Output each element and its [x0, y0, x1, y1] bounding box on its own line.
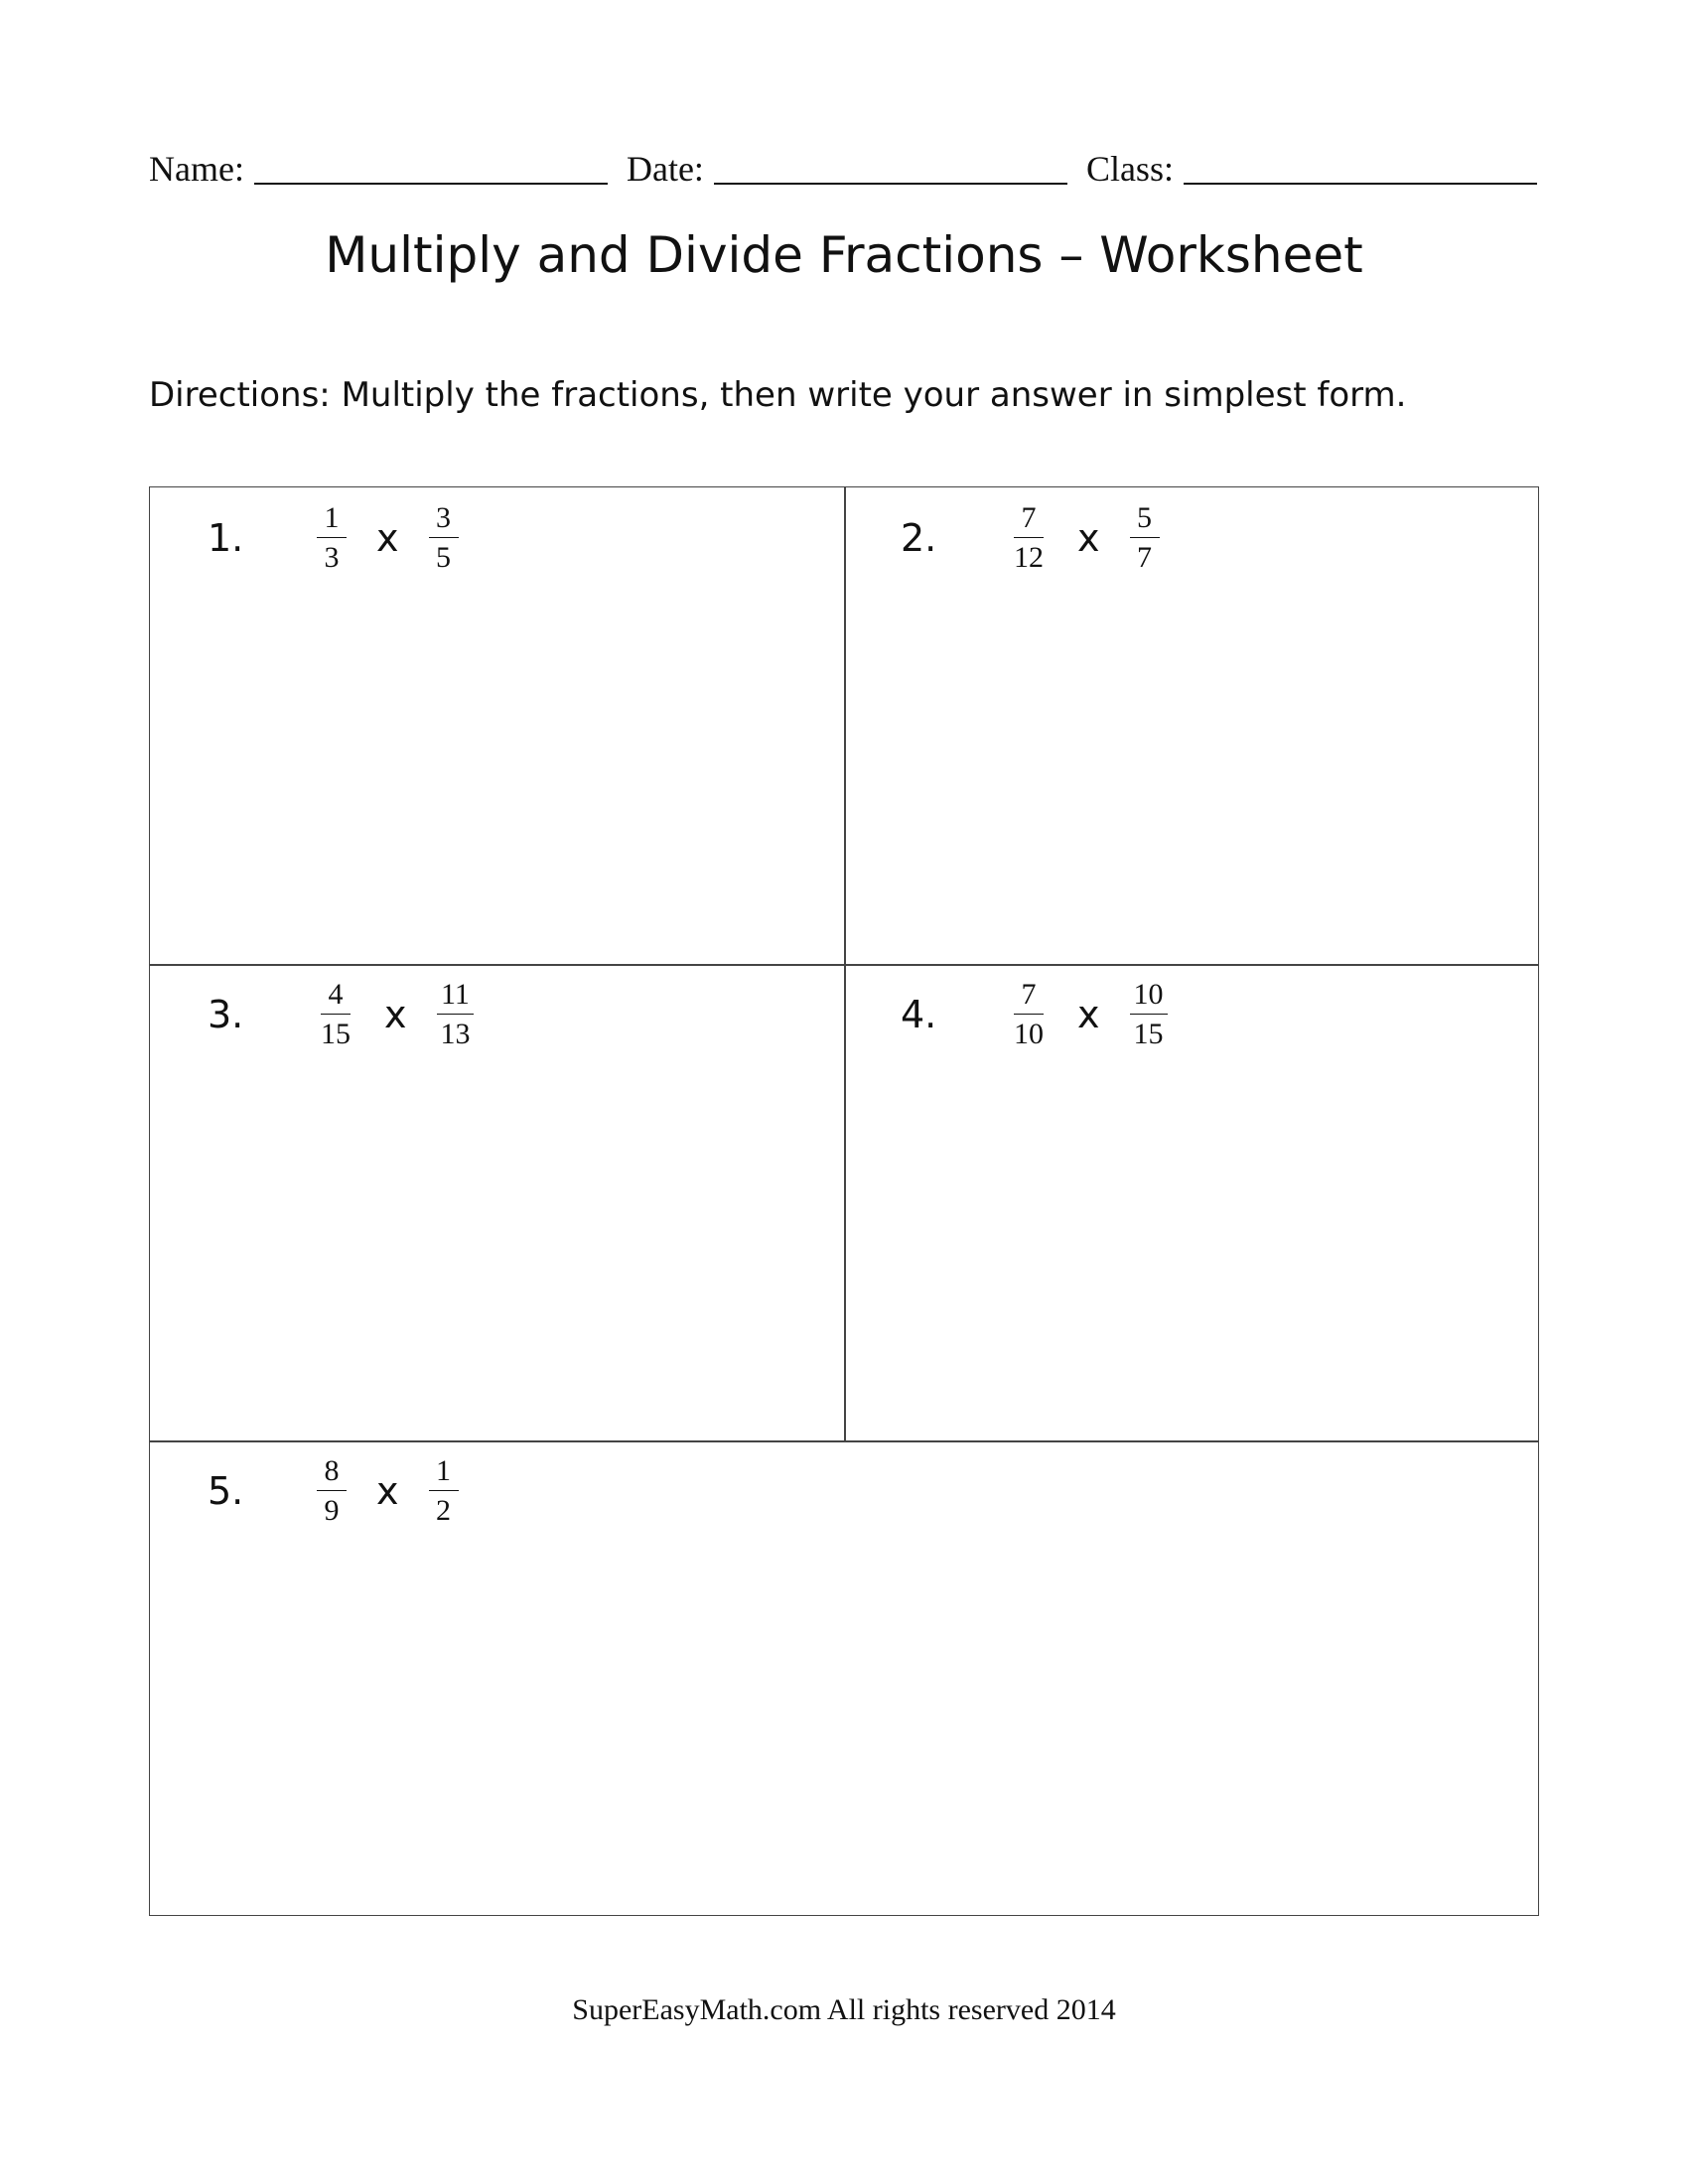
denominator: 15: [321, 1018, 351, 1050]
numerator: 7: [1014, 980, 1044, 1015]
problem-1: [208, 503, 459, 573]
numerator: 8: [317, 1456, 347, 1491]
directions-text: Directions: Multiply the fractions, then write your answer in simplest form.: [149, 375, 1407, 415]
fraction-a: [317, 1456, 347, 1526]
class-label: Class:: [1085, 149, 1174, 189]
fraction-a: [317, 503, 347, 573]
fraction-a: [317, 980, 354, 1049]
fraction-b: [1130, 503, 1160, 573]
numerator: 5: [1130, 503, 1160, 538]
date-label: Date:: [626, 149, 704, 189]
multiply-operator: x: [376, 1469, 399, 1513]
problem-5: [208, 1456, 459, 1526]
numerator: 1: [317, 503, 347, 538]
numerator: 10: [1130, 980, 1168, 1015]
worksheet-title: Multiply and Divide Fractions – Worksheet: [325, 226, 1363, 284]
numerator: 3: [429, 503, 459, 538]
fraction-b: [429, 503, 459, 573]
problem-number: 3.: [208, 993, 244, 1036]
multiply-operator: x: [1077, 993, 1100, 1036]
numerator: 1: [429, 1456, 459, 1491]
denominator: 5: [436, 541, 451, 574]
denominator: 7: [1137, 541, 1152, 574]
multiply-operator: x: [384, 993, 407, 1036]
denominator: 13: [440, 1018, 471, 1050]
fraction-b: [429, 1456, 459, 1526]
problem-number: 4.: [901, 993, 937, 1036]
denominator: 15: [1133, 1018, 1164, 1050]
denominator: 3: [324, 541, 340, 574]
problem-grid: [149, 486, 1539, 1916]
copyright-footer: SuperEasyMath.com All rights reserved 2014: [572, 1993, 1116, 2026]
name-blank[interactable]: [254, 147, 608, 185]
problem-4: [901, 980, 1168, 1049]
problem-number: 5.: [208, 1469, 244, 1513]
denominator: 2: [436, 1494, 451, 1527]
grid-divider-horizontal: [150, 964, 1538, 966]
denominator: 9: [324, 1494, 340, 1527]
numerator: 11: [437, 980, 474, 1015]
problem-number: 1.: [208, 516, 244, 560]
fraction-a: [1010, 503, 1048, 573]
multiply-operator: x: [1077, 516, 1100, 560]
date-blank[interactable]: [714, 147, 1067, 185]
student-info-line: [149, 147, 1539, 190]
numerator: 7: [1014, 503, 1044, 538]
denominator: 12: [1014, 541, 1044, 574]
class-blank[interactable]: [1184, 147, 1537, 185]
fraction-b: [437, 980, 475, 1049]
multiply-operator: x: [376, 516, 399, 560]
denominator: 10: [1014, 1018, 1044, 1050]
problem-2: [901, 503, 1160, 573]
problem-3: [208, 980, 475, 1049]
numerator: 4: [321, 980, 351, 1015]
fraction-a: [1010, 980, 1048, 1049]
fraction-b: [1130, 980, 1168, 1049]
problem-number: 2.: [901, 516, 937, 560]
grid-divider-horizontal: [150, 1440, 1538, 1442]
name-label: Name:: [149, 149, 244, 189]
